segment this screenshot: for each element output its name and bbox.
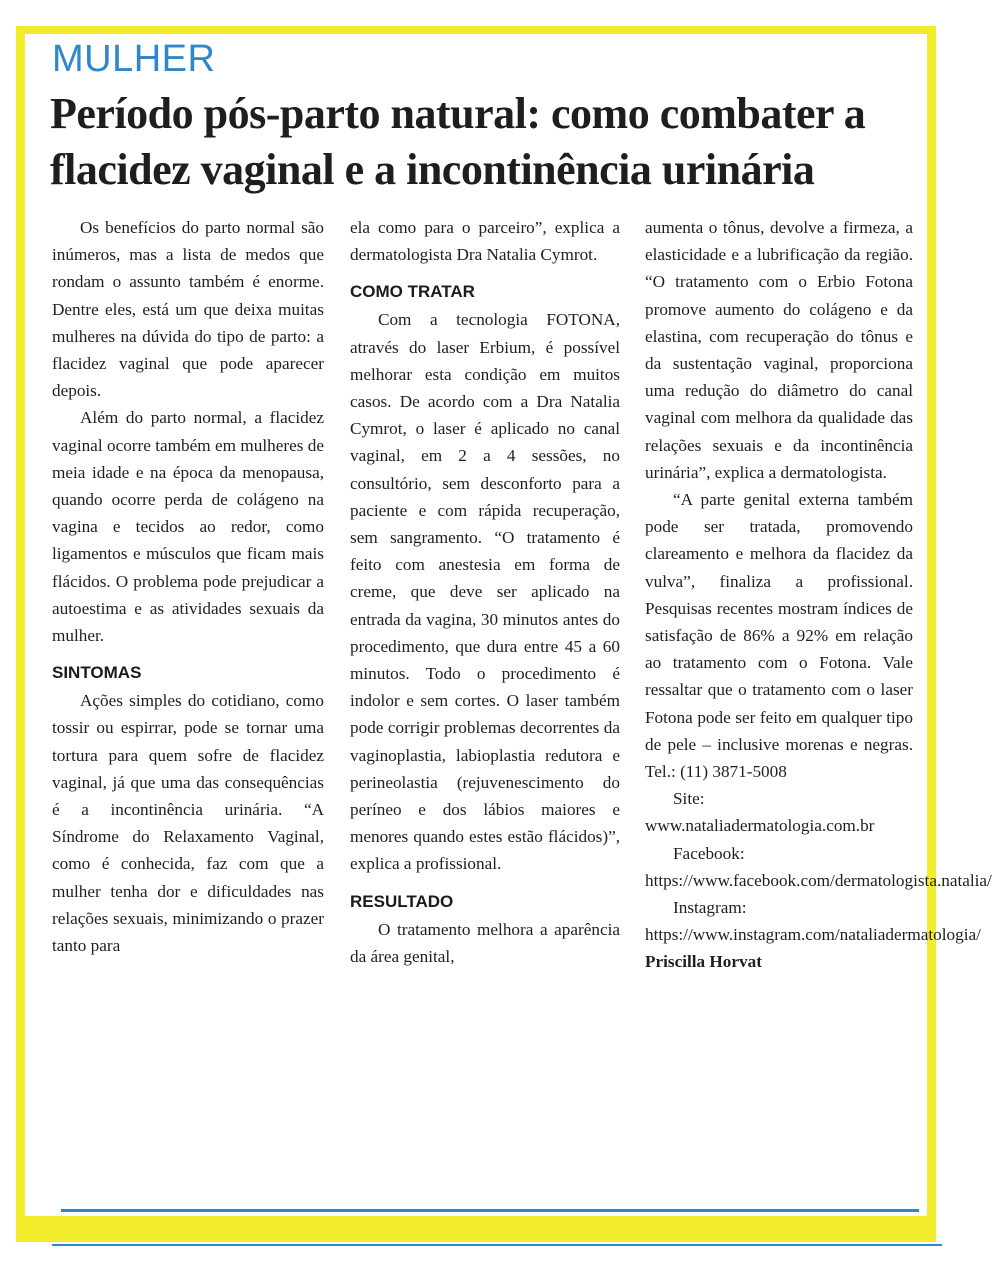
author-byline: Priscilla Horvat: [645, 952, 762, 972]
instagram-text: Instagram: https://www.instagram.com/nataliadermatologia/: [645, 898, 981, 945]
facebook-line: Facebook: https://www.facebook.com/dermatologista.natalia/: [645, 843, 992, 890]
subheading-resultado: RESULTADO: [350, 891, 454, 911]
column-1: [52, 214, 324, 959]
paragraph: O tratamento melhora a aparência da área genital,: [350, 919, 620, 966]
page-bottom-rule: [52, 1244, 942, 1246]
paragraph: aumenta o tônus, devolve a firmeza, a elasticidade e a lubrificação da região. “O tratamento com o Erbio Fotona promove aumento do colágeno e da elastina, com recuperação do tônus e da sustentação vaginal, proporciona uma redução do diâmetro do canal vaginal com melhora da qualidade das relações sexuais e da incontinência urinária”, explica a dermatologista.: [645, 218, 913, 482]
instagram-line: [645, 894, 981, 976]
paragraph: Com a tecnologia FOTONA, através do laser Erbium, é possível melhorar esta condição em muitos casos. De acordo com a Dra Natalia Cymrot, o laser é aplicado no canal vaginal, em 2 a 4 sessões, no consultório, sem desconforto para a paciente e com rápida recuperação, sem sangramento. “O tratamento é feito com anestesia em forma de creme, que deve ser aplicado na entrada da vagina, 30 minutos antes do procedimento, que dura entre 45 a 60 minutos. Todo o procedimento é indolor e sem cortes. O laser também pode corrigir problemas decorrentes da vaginoplastia, labioplastia redutora e perineolastia (rejuvenescimento do períneo e dos lábios maiores e menores quando estes estão flácidos)”, explica a profissional.: [350, 310, 620, 874]
paragraph: ela como para o parceiro”, explica a dermatologista Dra Natalia Cymrot.: [350, 218, 620, 265]
bottom-rule: [61, 1209, 919, 1212]
subheading-como-tratar: COMO TRATAR: [350, 282, 475, 302]
column-2: [350, 214, 620, 970]
section-label: MULHER: [52, 38, 216, 80]
paragraph: Ações simples do cotidiano, como tossir ou espirrar, pode se tornar uma tortura para quem sofre de flacidez vaginal, já que uma das consequências é a incontinência urinária. “A Síndrome do Relaxamento Vaginal, como é conhecida, faz com que a mulher tenha dor e dificuldades nas relações sexuais, minimizando o prazer tanto para: [52, 691, 324, 956]
paragraph: “A parte genital externa também pode ser tratada, promovendo clareamento e melhora da flacidez da vulva”, finaliza a profissional. Pesquisas recentes mostram índices de satisfação de 86% a 92% em relação ao tratamento com o Fotona. Vale ressaltar que o tratamento com o laser Fotona pode ser feito em qualquer tipo de pele – inclusive morenas e negras. Tel.: (11) 3871-5008: [645, 490, 913, 782]
paragraph: Os benefícios do parto normal são inúmeros, mas a lista de medos que rondam o assunto também é enorme. Dentre eles, está um que deixa muitas mulheres na dúvida do tipo de parto: a flacidez vaginal que pode aparecer depois.: [52, 218, 324, 401]
headline: Período pós-parto natural: como combater a flacidez vaginal e a incontinência urinária: [50, 89, 866, 194]
site-line: Site: www.nataliadermatologia.com.br: [645, 789, 875, 836]
subheading-sintomas: SINTOMAS: [52, 663, 142, 683]
column-3: [645, 214, 992, 976]
paragraph: Além do parto normal, a flacidez vaginal ocorre também em mulheres de meia idade e na época da menopausa, quando ocorre perda de colágeno na vagina e tecidos ao redor, como ligamentos e músculos que ficam mais flácidos. O problema pode prejudicar a autoestima e as atividades sexuais da mulher.: [52, 408, 324, 646]
